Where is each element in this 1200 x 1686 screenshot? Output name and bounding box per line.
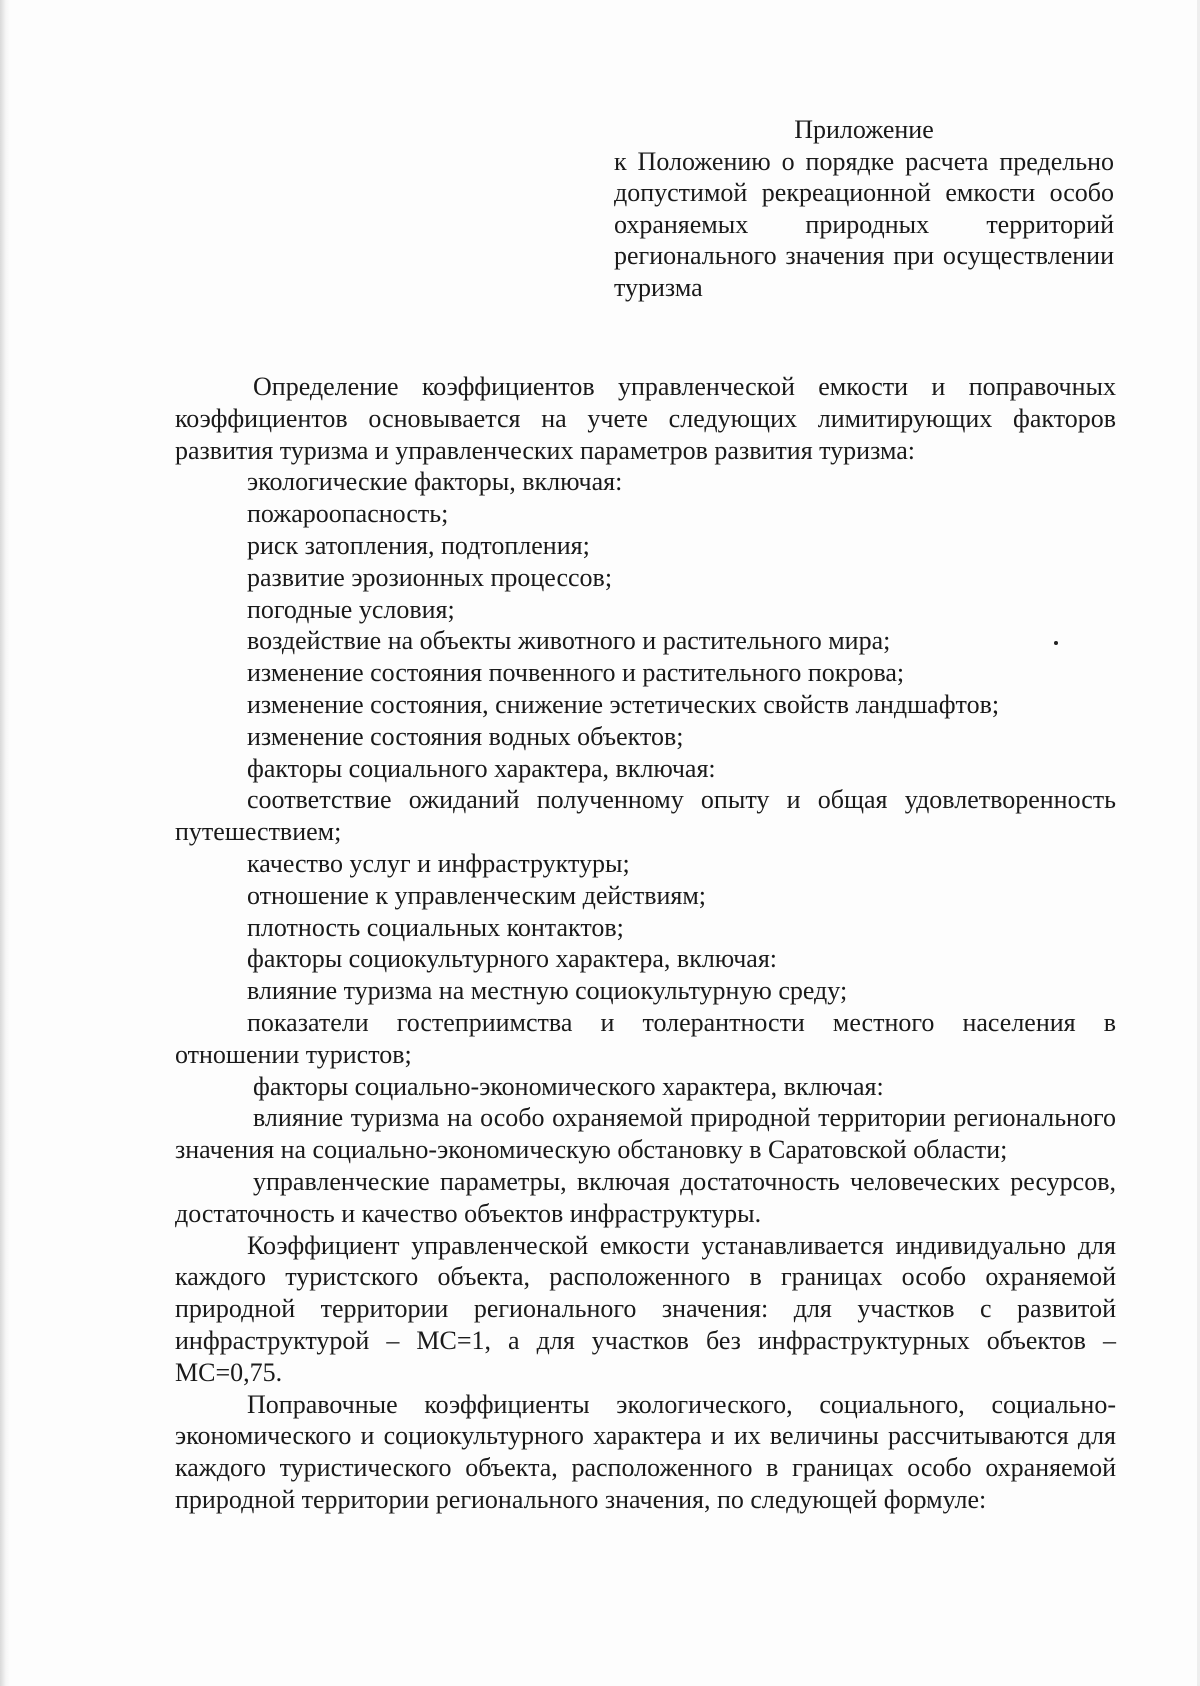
list-item: показатели гостеприимства и толерантности местного населения в отношении туристов; [175,1007,1116,1069]
list-item: плотность социальных контактов; [247,912,624,942]
appendix-header [614,114,1114,303]
list-item: изменение состояния водных объектов; [247,721,684,751]
list-item: изменение состояния, снижение эстетических свойств ландшафтов; [247,689,1000,719]
list-item: качество услуг и инфраструктуры; [247,848,630,878]
list-item: влияние туризма на местную социокультурную среду; [247,976,848,1006]
list-item: экологические факторы, включая: [247,467,623,497]
list-item: управленческие параметры, включая достаточность человеческих ресурсов, достаточность и качество объектов инфраструктуры. [175,1166,1116,1228]
list-item: воздействие на объекты животного и растительного мира; [247,626,891,656]
paragraph-correction-coefficients: Поправочные коэффициенты экологического, социального, социально-экономического и социокультурного характера и их величины рассчитываются для каждого туристического объекта, расположенного в границах особо охраняемой природной территории регионального значения, по следующей формуле: [175,1389,1116,1514]
list-item: отношение к управленческим действиям; [247,880,707,910]
scan-edge-left [0,0,10,1686]
paragraph-management-coefficient: Коэффициент управленческой емкости устанавливается индивидуально для каждого туристского объекта, расположенного в границах особо охраняемой природной территории регионального значения: для участков с развитой инфраструктурой – МС=1, а для участков без инфраструктурных объектов – МС=0,75. [175,1230,1116,1387]
list-item: пожароопасность; [247,499,449,529]
list-item: изменение состояния почвенного и растительного покрова; [247,658,905,688]
list-item: факторы социокультурного характера, включая: [247,944,778,974]
list-item: влияние туризма на особо охраняемой природной территории регионального значения на социально-экономическую обстановку в Саратовской области; [175,1103,1116,1165]
appendix-title: Приложение [794,115,934,144]
appendix-reference: к Положению о порядке расчета предельно допустимой рекреационной емкости особо охраняемых природных территорий регионального значения при осуществлении туризма [614,146,1114,302]
list-item: погодные условия; [247,594,455,624]
list-item: факторы социально-экономического характера, включая: [253,1071,884,1101]
document-body [175,371,1116,1516]
list-item: соответствие ожиданий полученному опыту и общая удовлетворенность путешествием; [175,785,1116,847]
list-item: риск затопления, подтопления; [247,530,590,560]
paragraph-intro: Определение коэффициентов управленческой емкости и поправочных коэффициентов основывается на учете следующих лимитирующих факторов развития туризма и управленческих параметров развития туризма: [175,372,1116,465]
list-item: факторы социального характера, включая: [247,753,716,783]
list-item: развитие эрозионных процессов; [247,562,613,592]
